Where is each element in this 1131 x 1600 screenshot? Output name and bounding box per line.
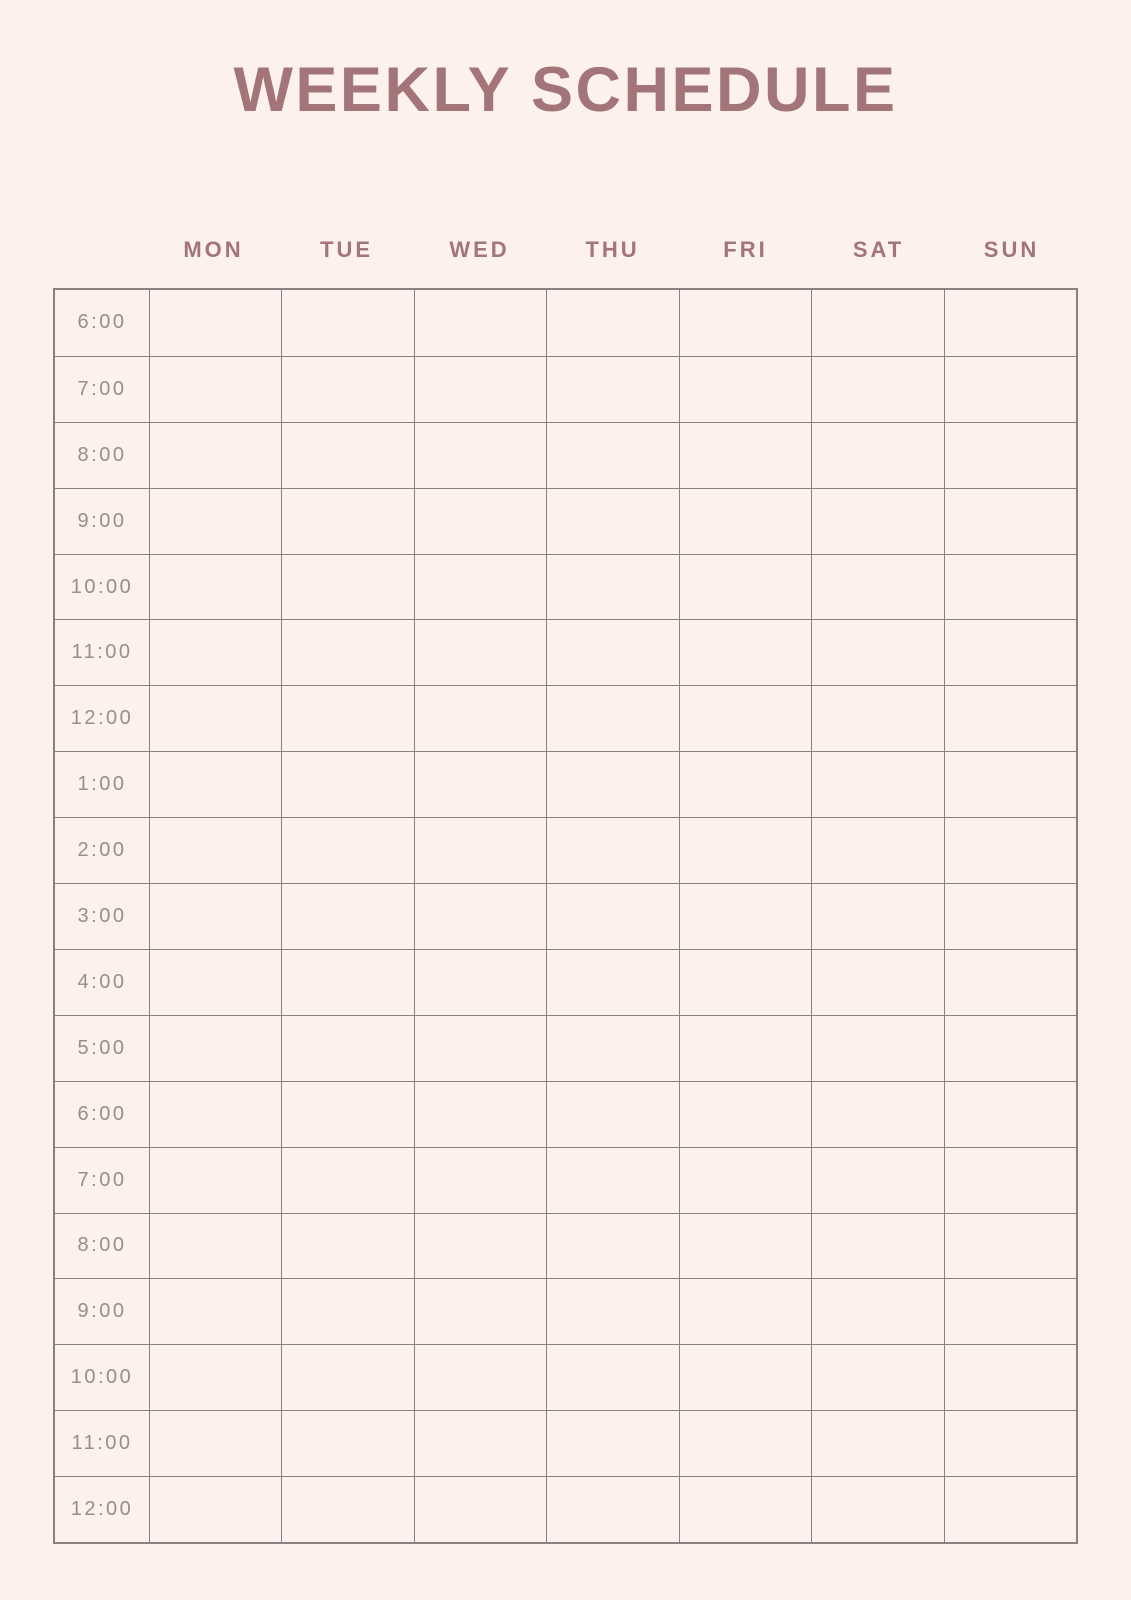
schedule-cell: [546, 1081, 678, 1147]
schedule-cell: [281, 1015, 413, 1081]
schedule-cell: [149, 422, 281, 488]
time-label: 9:00: [55, 488, 149, 554]
schedule-cell: [281, 949, 413, 1015]
time-label: 3:00: [55, 883, 149, 949]
time-column-spacer: [53, 236, 147, 264]
schedule-cell: [546, 619, 678, 685]
schedule-cell: [414, 751, 546, 817]
time-label: 10:00: [55, 1344, 149, 1410]
schedule-cell: [281, 422, 413, 488]
schedule-cell: [944, 1476, 1076, 1542]
schedule-cell: [546, 1015, 678, 1081]
time-label: 12:00: [55, 1476, 149, 1542]
day-header-fri: FRI: [723, 237, 768, 262]
schedule-cell: [281, 1476, 413, 1542]
schedule-cell: [546, 685, 678, 751]
schedule-cell: [149, 883, 281, 949]
schedule-cell: [149, 949, 281, 1015]
schedule-cell: [281, 1278, 413, 1344]
schedule-cell: [811, 1278, 943, 1344]
day-header-thu: THU: [585, 237, 640, 262]
schedule-cell: [944, 751, 1076, 817]
schedule-cell: [679, 817, 811, 883]
schedule-cell: [944, 949, 1076, 1015]
schedule-cell: [679, 1410, 811, 1476]
day-header-sat: SAT: [852, 237, 905, 262]
day-header-tue: TUE: [320, 237, 373, 262]
schedule-cell: [546, 422, 678, 488]
day-header-sun: SUN: [983, 237, 1040, 262]
time-label: 11:00: [55, 1410, 149, 1476]
schedule-table: [53, 288, 1078, 1544]
schedule-cell: [546, 751, 678, 817]
schedule-cell: [944, 685, 1076, 751]
day-header-mon: MON: [183, 237, 244, 262]
schedule-cell: [281, 290, 413, 356]
schedule-cell: [944, 290, 1076, 356]
schedule-cell: [811, 1213, 943, 1279]
schedule-cell: [679, 1344, 811, 1410]
schedule-cell: [546, 817, 678, 883]
schedule-cell: [679, 685, 811, 751]
schedule-cell: [944, 817, 1076, 883]
schedule-cell: [414, 488, 546, 554]
schedule-cell: [546, 356, 678, 422]
time-label: 1:00: [55, 751, 149, 817]
schedule-cell: [679, 883, 811, 949]
schedule-cell: [546, 1410, 678, 1476]
schedule-cell: [149, 1081, 281, 1147]
schedule-cell: [281, 685, 413, 751]
schedule-cell: [546, 1147, 678, 1213]
schedule-cell: [414, 1278, 546, 1344]
schedule-cell: [944, 488, 1076, 554]
time-label: 11:00: [55, 619, 149, 685]
schedule-cell: [546, 488, 678, 554]
time-label: 8:00: [55, 1213, 149, 1279]
schedule-cell: [414, 356, 546, 422]
schedule-cell: [546, 1476, 678, 1542]
schedule-cell: [414, 1344, 546, 1410]
schedule-cell: [679, 1476, 811, 1542]
day-header-row: [53, 236, 1078, 264]
schedule-cell: [679, 356, 811, 422]
schedule-cell: [149, 1213, 281, 1279]
schedule-cell: [944, 1344, 1076, 1410]
schedule-cell: [281, 751, 413, 817]
schedule-cell: [149, 1476, 281, 1542]
schedule-cell: [414, 685, 546, 751]
schedule-cell: [811, 1476, 943, 1542]
schedule-cell: [944, 883, 1076, 949]
schedule-cell: [679, 949, 811, 1015]
schedule-cell: [414, 817, 546, 883]
schedule-cell: [811, 422, 943, 488]
schedule-cell: [414, 1476, 546, 1542]
page-title: WEEKLY SCHEDULE: [233, 55, 898, 125]
schedule-cell: [149, 290, 281, 356]
schedule-cell: [944, 356, 1076, 422]
schedule-cell: [149, 619, 281, 685]
schedule-cell: [281, 356, 413, 422]
schedule-cell: [546, 1344, 678, 1410]
schedule-cell: [281, 1344, 413, 1410]
time-label: 7:00: [55, 1147, 149, 1213]
schedule-cell: [414, 290, 546, 356]
schedule-cell: [811, 290, 943, 356]
schedule-cell: [149, 554, 281, 620]
schedule-cell: [679, 290, 811, 356]
schedule-cell: [811, 554, 943, 620]
schedule-cell: [944, 619, 1076, 685]
schedule-cell: [811, 949, 943, 1015]
schedule-cell: [811, 488, 943, 554]
schedule-cell: [811, 356, 943, 422]
schedule-cell: [546, 554, 678, 620]
schedule-cell: [944, 1410, 1076, 1476]
schedule-cell: [149, 488, 281, 554]
schedule-cell: [149, 1278, 281, 1344]
schedule-cell: [281, 619, 413, 685]
schedule-cell: [944, 554, 1076, 620]
schedule-cell: [281, 1081, 413, 1147]
schedule-cell: [944, 1015, 1076, 1081]
schedule-cell: [281, 1410, 413, 1476]
time-label: 10:00: [55, 554, 149, 620]
time-label: 6:00: [55, 1081, 149, 1147]
schedule-cell: [281, 554, 413, 620]
schedule-cell: [679, 1213, 811, 1279]
schedule-cell: [811, 1344, 943, 1410]
schedule-cell: [546, 1278, 678, 1344]
schedule-cell: [811, 619, 943, 685]
schedule-cell: [679, 422, 811, 488]
schedule-cell: [811, 1015, 943, 1081]
schedule-cell: [414, 883, 546, 949]
schedule-cell: [811, 883, 943, 949]
schedule-cell: [414, 1015, 546, 1081]
time-label: 2:00: [55, 817, 149, 883]
schedule-cell: [149, 751, 281, 817]
schedule-cell: [281, 1147, 413, 1213]
schedule-cell: [679, 1278, 811, 1344]
schedule-cell: [811, 751, 943, 817]
schedule-cell: [414, 949, 546, 1015]
schedule-cell: [281, 488, 413, 554]
schedule-cell: [414, 554, 546, 620]
schedule-cell: [811, 685, 943, 751]
time-label: 6:00: [55, 290, 149, 356]
schedule-cell: [546, 949, 678, 1015]
schedule-cell: [944, 1147, 1076, 1213]
schedule-cell: [149, 1015, 281, 1081]
schedule-cell: [149, 817, 281, 883]
schedule-cell: [149, 685, 281, 751]
time-label: 12:00: [55, 685, 149, 751]
schedule-cell: [679, 1015, 811, 1081]
schedule-cell: [149, 1410, 281, 1476]
schedule-cell: [149, 1344, 281, 1410]
time-label: 8:00: [55, 422, 149, 488]
schedule-cell: [149, 1147, 281, 1213]
time-label: 9:00: [55, 1278, 149, 1344]
schedule-cell: [679, 751, 811, 817]
schedule-cell: [944, 422, 1076, 488]
schedule-cell: [281, 883, 413, 949]
schedule-cell: [414, 1410, 546, 1476]
schedule-cell: [944, 1278, 1076, 1344]
schedule-cell: [546, 1213, 678, 1279]
schedule-cell: [679, 1081, 811, 1147]
time-label: 7:00: [55, 356, 149, 422]
schedule-cell: [679, 1147, 811, 1213]
schedule-cell: [811, 1410, 943, 1476]
schedule-cell: [414, 1081, 546, 1147]
schedule-cell: [414, 422, 546, 488]
schedule-cell: [811, 1147, 943, 1213]
schedule-cell: [149, 356, 281, 422]
schedule-cell: [679, 619, 811, 685]
schedule-cell: [679, 554, 811, 620]
schedule-cell: [679, 488, 811, 554]
schedule-cell: [414, 1147, 546, 1213]
schedule-cell: [546, 290, 678, 356]
schedule-cell: [414, 1213, 546, 1279]
schedule-cell: [944, 1213, 1076, 1279]
time-label: 5:00: [55, 1015, 149, 1081]
schedule-cell: [281, 817, 413, 883]
schedule-cell: [281, 1213, 413, 1279]
schedule-cell: [944, 1081, 1076, 1147]
schedule-cell: [546, 883, 678, 949]
schedule-cell: [414, 619, 546, 685]
day-header-wed: WED: [449, 237, 510, 262]
schedule-cell: [811, 817, 943, 883]
time-label: 4:00: [55, 949, 149, 1015]
schedule-cell: [811, 1081, 943, 1147]
